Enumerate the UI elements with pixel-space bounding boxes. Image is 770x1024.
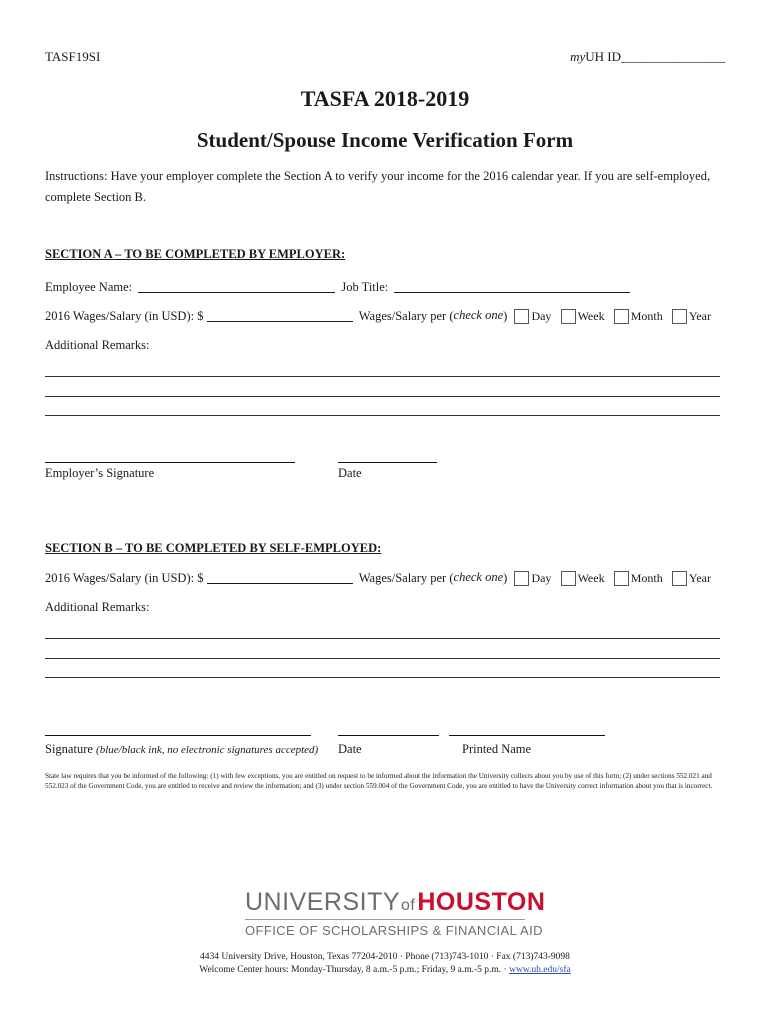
state-law-notice: State law requires that you be informed of the following: (1) with few exceptions, you are entitled on request to be informed about the information the University collects about you by use of this form; (2) under sections 552.021 and 552.023 of the Government Code, you are entitled to receive and review the information; and (3) under section 559.004 of the Government Code, you are entitled to have the University correct information about you that is incorrect. — [45, 772, 713, 790]
day-checkbox[interactable] — [514, 571, 529, 586]
week-checkbox[interactable] — [561, 309, 576, 324]
day-checkbox[interactable] — [514, 309, 529, 324]
employer-signature-label: Employer’s Signature — [45, 466, 155, 480]
wages-amount-field[interactable] — [207, 311, 353, 322]
month-checkbox[interactable] — [614, 309, 629, 324]
wages-amount-field[interactable] — [207, 573, 353, 584]
employer-date-line[interactable] — [338, 462, 437, 463]
instructions-text: Instructions: Have your employer complete the Section A to verify your income for the 2016 calendar year. If you are self-employed, complete Section B. — [45, 169, 711, 204]
logo-divider — [245, 919, 525, 920]
month-checkbox[interactable] — [614, 571, 629, 586]
year-option-label: Year — [688, 570, 711, 585]
week-option-label: Week — [577, 308, 605, 323]
section-a-heading: SECTION A – TO BE COMPLETED BY EMPLOYER: — [45, 247, 346, 261]
job-title-label: Job Title: — [341, 279, 389, 294]
section-b-heading: SECTION B – TO BE COMPLETED BY SELF-EMPLOYED: — [45, 541, 382, 555]
section-b-wages-row — [45, 570, 713, 586]
section-a-remarks-label: Additional Remarks: — [45, 338, 150, 352]
wages-per-label: Wages/Salary per (check one) — [358, 308, 508, 323]
myuh-id-prefix: my — [570, 49, 586, 64]
self-signature-label: Signature (blue/black ink, no electronic signatures accepted) — [45, 742, 319, 756]
week-checkbox[interactable] — [561, 571, 576, 586]
section-a-wages-row — [45, 308, 713, 324]
employer-signature-line[interactable] — [45, 462, 295, 463]
section-b-remarks-line-3[interactable] — [45, 677, 720, 678]
month-option-label: Month — [630, 570, 663, 585]
myuh-id-field[interactable] — [570, 49, 725, 65]
printed-name-line[interactable] — [449, 735, 605, 736]
form-subtitle: Student/Spouse Income Verification Form — [196, 128, 574, 152]
footer-hours: Welcome Center hours: Monday-Thursday, 8 a.m.-5 p.m.; Friday, 9 a.m.-5 p.m. · www.uh.edu/sfa — [199, 965, 571, 975]
section-a-remarks-line-3[interactable] — [45, 415, 720, 416]
employee-name-field[interactable] — [138, 282, 335, 293]
logo-office-name: OFFICE OF SCHOLARSHIPS & FINANCIAL AID — [245, 923, 543, 938]
section-b-remarks-line-1[interactable] — [45, 638, 720, 639]
job-title-field[interactable] — [394, 282, 630, 293]
logo-wordmark: UNIVERSITYofHOUSTON — [245, 888, 546, 916]
university-logo — [245, 888, 545, 938]
year-option-label: Year — [688, 308, 711, 323]
wages-label: 2016 Wages/Salary (in USD): $ — [45, 308, 204, 323]
footer-address: 4434 University Drive, Houston, Texas 77204-2010 · Phone (713)743-1010 · Fax (713)743-9098 — [200, 952, 570, 962]
year-checkbox[interactable] — [672, 571, 687, 586]
wages-per-label: Wages/Salary per (check one) — [358, 570, 508, 585]
self-signature-line[interactable] — [45, 735, 311, 736]
footer-contact — [0, 951, 770, 977]
employer-date-label: Date — [338, 466, 362, 480]
wages-label: 2016 Wages/Salary (in USD): $ — [45, 570, 204, 585]
week-option-label: Week — [577, 570, 605, 585]
day-option-label: Day — [531, 308, 552, 323]
section-a-remarks-line-2[interactable] — [45, 396, 720, 397]
day-option-label: Day — [531, 570, 552, 585]
myuh-id-label: UH ID________________ — [585, 49, 725, 64]
month-option-label: Month — [630, 308, 663, 323]
employee-name-label: Employee Name: — [45, 279, 133, 294]
section-a-name-row — [45, 279, 633, 295]
section-b-remarks-label: Additional Remarks: — [45, 600, 150, 614]
form-title: TASFA 2018-2019 — [300, 86, 470, 111]
section-a-remarks-line-1[interactable] — [45, 376, 720, 377]
form-code: TASF19SI — [45, 49, 101, 64]
printed-name-label: Printed Name — [462, 742, 532, 756]
self-date-label: Date — [338, 742, 362, 756]
website-link[interactable]: www.uh.edu/sfa — [509, 965, 571, 975]
year-checkbox[interactable] — [672, 309, 687, 324]
self-date-line[interactable] — [338, 735, 439, 736]
section-b-remarks-line-2[interactable] — [45, 658, 720, 659]
signature-ink-note: (blue/black ink, no electronic signatures accepted) — [96, 744, 319, 756]
